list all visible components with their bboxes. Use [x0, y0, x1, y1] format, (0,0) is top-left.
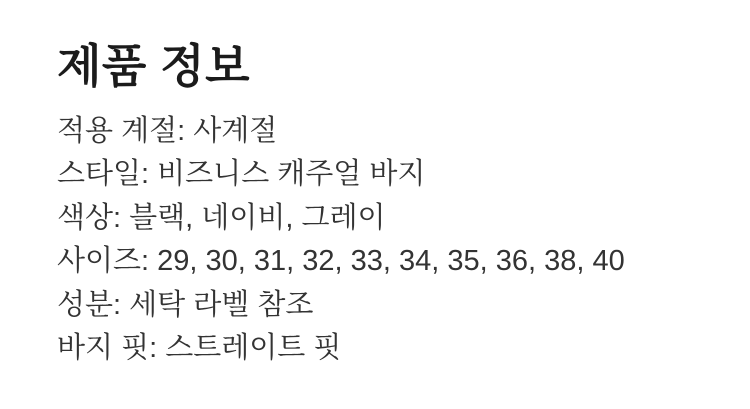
- attribute-line-style: 스타일: 비즈니스 캐주얼 바지: [57, 158, 426, 191]
- attribute-line-composition: 성분: 세탁 라벨 참조: [57, 288, 314, 321]
- product-attribute-list: [57, 110, 730, 371]
- attribute-line-color: 색상: 블랙, 네이비, 그레이: [57, 201, 386, 234]
- product-info-title: 제품 정보: [57, 40, 251, 92]
- attribute-line-size: 사이즈: 29, 30, 31, 32, 33, 34, 35, 36, 38, 40: [57, 245, 625, 278]
- attribute-line-season: 적용 계절: 사계절: [57, 114, 278, 147]
- attribute-line-fit: 바지 핏: 스트레이트 핏: [57, 332, 342, 365]
